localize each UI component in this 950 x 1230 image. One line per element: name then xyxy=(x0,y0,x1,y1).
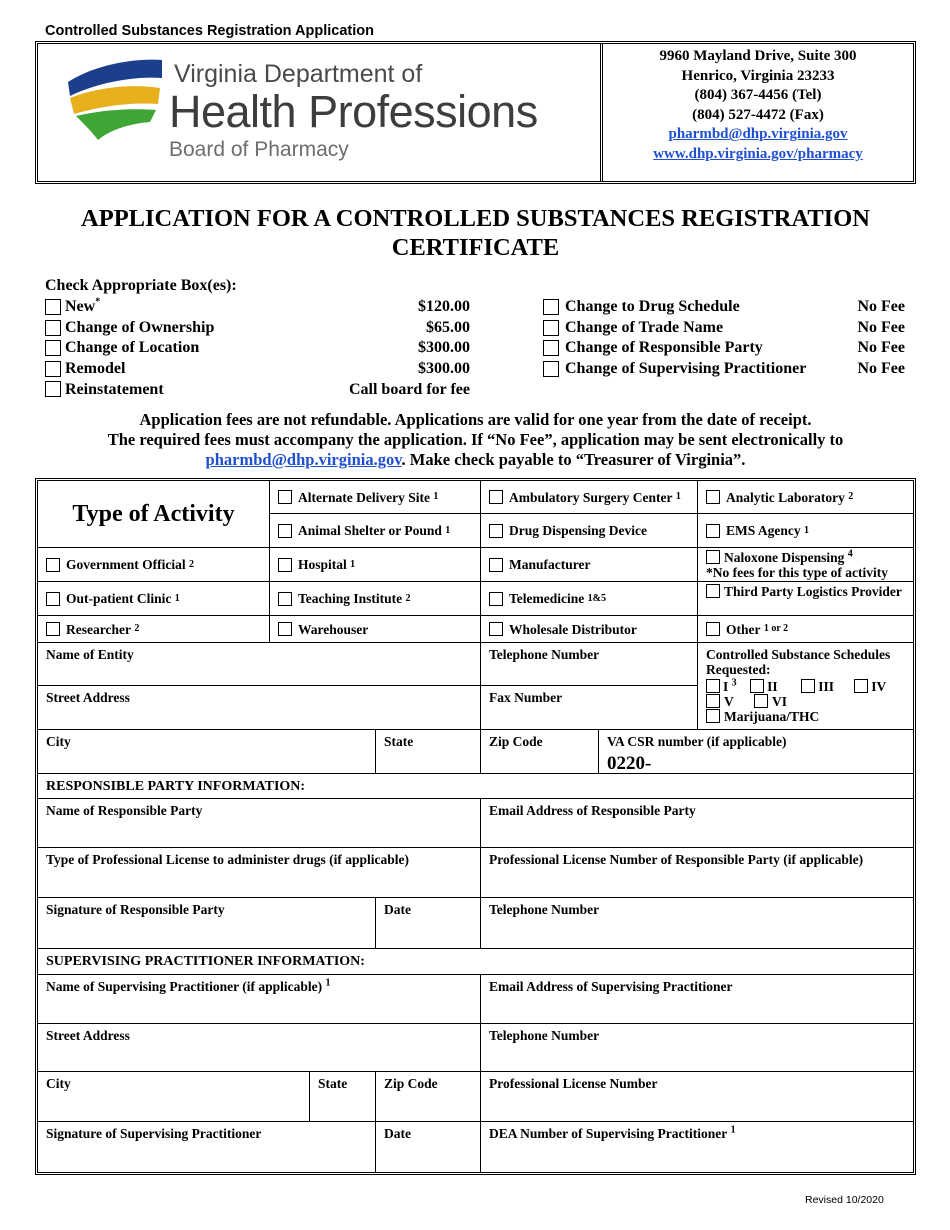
checkbox[interactable] xyxy=(543,320,559,336)
option-row xyxy=(45,297,470,318)
checkbox[interactable] xyxy=(278,524,292,538)
entity-city-field[interactable]: City xyxy=(38,730,376,774)
checkbox[interactable] xyxy=(706,524,720,538)
schedules-requested: Controlled Substance Schedules Requested: I $^3$ II III IV V VI Marijuana/THC xyxy=(698,643,913,730)
activity-naloxone-dispensing[interactable]: Naloxone Dispensing $^4$ *No fees for this type of activity xyxy=(698,548,913,582)
notice-line2: The required fees must accompany the application. If “No Fee”, application may be sent electronically to xyxy=(107,430,844,449)
activity-animal-shelter[interactable]: Animal Shelter or Pound 1 xyxy=(270,514,481,548)
responsible-telephone-field[interactable]: Telephone Number xyxy=(481,898,913,949)
application-form xyxy=(35,478,916,1175)
checkbox[interactable] xyxy=(706,550,720,564)
option-label: Change of Responsible Party xyxy=(565,339,763,357)
option-row xyxy=(45,359,470,380)
title-line2: CERTIFICATE xyxy=(391,234,560,261)
naloxone-note: *No fees for this type of activity xyxy=(706,565,888,580)
option-fee: Call board for fee xyxy=(348,380,470,398)
option-row xyxy=(45,379,470,400)
activity-hospital[interactable]: Hospital 1 xyxy=(270,548,481,582)
activity-teaching-institute[interactable]: Teaching Institute 2 xyxy=(270,582,481,616)
checkbox[interactable] xyxy=(543,299,559,315)
document-header: Controlled Substances Registration Application xyxy=(45,23,374,39)
supervising-date-field[interactable]: Date xyxy=(376,1122,481,1172)
check-instructions: Check Appropriate Box(es): xyxy=(45,277,237,294)
activity-ems-agency[interactable]: EMS Agency 1 xyxy=(698,514,913,548)
activity-other[interactable]: Other 1 or 2 xyxy=(698,616,913,643)
option-fee: No Fee xyxy=(857,318,905,336)
supervising-telephone-field[interactable]: Telephone Number xyxy=(481,1024,913,1072)
dea-number-field[interactable]: DEA Number of Supervising Practitioner $^1$ xyxy=(489,1124,736,1141)
revision-date: Revised 10/2020 xyxy=(805,1194,884,1206)
address-tel: (804) 367-4456 (Tel) xyxy=(694,87,822,104)
activity-third-party-logistics[interactable]: Third Party Logistics Provider xyxy=(698,582,913,616)
logo-line3: Board of Pharmacy xyxy=(169,138,349,161)
schedule-ii-checkbox[interactable] xyxy=(750,679,764,693)
checkbox[interactable] xyxy=(46,592,60,606)
schedule-marijuana-checkbox[interactable] xyxy=(706,709,720,723)
checkbox[interactable] xyxy=(706,622,720,636)
supervising-zip-field[interactable]: Zip Code xyxy=(376,1072,481,1122)
schedules-label: Controlled Substance Schedules Requested: xyxy=(706,647,891,677)
checkbox[interactable] xyxy=(45,340,61,356)
checkbox[interactable] xyxy=(543,361,559,377)
entity-fax-field[interactable]: Fax Number xyxy=(481,686,698,730)
notice-email-link[interactable]: pharmbd@dhp.virginia.gov xyxy=(205,450,402,469)
name-of-entity-field[interactable]: Name of Entity xyxy=(38,643,481,686)
activity-drug-dispensing-device[interactable]: Drug Dispensing Device xyxy=(481,514,698,548)
supervising-email-field[interactable]: Email Address of Supervising Practitioner xyxy=(481,975,913,1024)
option-fee: No Fee xyxy=(857,298,905,316)
option-label: New xyxy=(65,298,96,316)
option-label: Change of Ownership xyxy=(65,318,215,336)
option-label: Change of Supervising Practitioner xyxy=(565,360,807,378)
checkbox[interactable] xyxy=(489,490,503,504)
responsible-date-field[interactable]: Date xyxy=(376,898,481,949)
schedule-iv-checkbox[interactable] xyxy=(854,679,868,693)
option-row xyxy=(45,318,470,339)
checkbox[interactable] xyxy=(543,340,559,356)
supervising-name-field[interactable]: Name of Supervising Practitioner (if applicable) $^1$ xyxy=(38,975,481,1024)
option-row xyxy=(543,338,905,359)
notice-tail: . Make check payable to “Treasurer of Virginia”. xyxy=(401,450,746,469)
responsible-name-field[interactable]: Name of Responsible Party xyxy=(38,799,481,848)
checkbox[interactable] xyxy=(45,381,61,397)
title-line1: APPLICATION FOR A CONTROLLED SUBSTANCES REGISTRATION xyxy=(81,205,870,232)
option-row xyxy=(543,297,905,318)
activity-government-official[interactable]: Government Official 2 xyxy=(38,548,270,582)
page-title xyxy=(35,204,916,262)
fee-options-left xyxy=(45,297,470,400)
responsible-signature-field[interactable]: Signature of Responsible Party xyxy=(38,898,376,949)
entity-state-field[interactable]: State xyxy=(376,730,481,774)
checkbox[interactable] xyxy=(278,558,292,572)
checkbox[interactable] xyxy=(45,361,61,377)
activity-wholesale-distributor[interactable]: Wholesale Distributor xyxy=(481,616,698,643)
logo-area xyxy=(38,44,603,181)
checkbox[interactable] xyxy=(46,558,60,572)
schedule-i-checkbox[interactable] xyxy=(706,679,720,693)
logo-line1: Virginia Department of xyxy=(174,60,423,88)
activity-ambulatory-surgery[interactable]: Ambulatory Surgery Center 1 xyxy=(481,481,698,514)
notice-line1: Application fees are not refundable. Applications are valid for one year from the date of receipt. xyxy=(139,410,812,429)
option-sup: * xyxy=(95,296,101,308)
checkbox[interactable] xyxy=(45,299,61,315)
checkbox[interactable] xyxy=(489,558,503,572)
option-fee: $300.00 xyxy=(418,360,470,378)
activity-outpatient-clinic[interactable]: Out-patient Clinic 1 xyxy=(38,582,270,616)
option-label: Reinstatement xyxy=(65,380,164,398)
license-number-field[interactable]: Professional License Number of Responsible Party (if applicable) xyxy=(481,848,913,898)
address-block xyxy=(603,44,913,181)
license-type-field[interactable]: Type of Professional License to administer drugs (if applicable) xyxy=(38,848,481,898)
schedule-iii-checkbox[interactable] xyxy=(801,679,815,693)
supervising-street-field[interactable]: Street Address xyxy=(38,1024,481,1072)
activity-telemedicine[interactable]: Telemedicine 1&5 xyxy=(481,582,698,616)
address-street: 9960 Mayland Drive, Suite 300 xyxy=(659,48,857,64)
supervising-signature-field[interactable]: Signature of Supervising Practitioner xyxy=(38,1122,376,1172)
option-label: Change to Drug Schedule xyxy=(565,298,740,316)
csr-number-field[interactable]: VA CSR number (if applicable) 0220- xyxy=(599,730,913,774)
supervising-license-field[interactable]: Professional License Number xyxy=(481,1072,913,1122)
checkbox[interactable] xyxy=(489,524,503,538)
activity-analytic-laboratory[interactable]: Analytic Laboratory 2 xyxy=(698,481,913,514)
letterhead xyxy=(35,41,916,184)
checkbox[interactable] xyxy=(278,622,292,636)
activity-warehouser[interactable]: Warehouser xyxy=(270,616,481,643)
checkbox[interactable] xyxy=(706,584,720,598)
csr-prefix: 0220- xyxy=(607,753,652,774)
checkbox[interactable] xyxy=(278,592,292,606)
option-fee: $120.00 xyxy=(418,298,470,316)
checkbox[interactable] xyxy=(489,622,503,636)
option-fee: $65.00 xyxy=(426,318,470,336)
option-fee: $300.00 xyxy=(418,339,470,357)
schedule-vi-checkbox[interactable] xyxy=(754,694,768,708)
website-link[interactable]: www.dhp.virginia.gov/pharmacy xyxy=(653,145,863,162)
address-city: Henrico, Virginia 23233 xyxy=(681,67,835,84)
activity-alternate-delivery[interactable]: Alternate Delivery Site 1 xyxy=(270,481,481,514)
checkbox[interactable] xyxy=(278,490,292,504)
option-fee: No Fee xyxy=(857,360,905,378)
supervising-city-field[interactable]: City xyxy=(38,1072,310,1122)
entity-street-field[interactable]: Street Address xyxy=(38,686,481,730)
address-fax: (804) 527-4472 (Fax) xyxy=(692,106,824,123)
responsible-party-section: RESPONSIBLE PARTY INFORMATION: xyxy=(38,774,913,799)
checkbox[interactable] xyxy=(489,592,503,606)
email-link[interactable]: pharmbd@dhp.virginia.gov xyxy=(668,126,848,143)
responsible-email-field[interactable]: Email Address of Responsible Party xyxy=(481,799,913,848)
checkbox[interactable] xyxy=(45,320,61,336)
option-row xyxy=(543,359,905,380)
schedule-v-checkbox[interactable] xyxy=(706,694,720,708)
option-label: Change of Trade Name xyxy=(565,318,724,336)
entity-telephone-field[interactable]: Telephone Number xyxy=(481,643,698,686)
activity-manufacturer[interactable]: Manufacturer xyxy=(481,548,698,582)
type-of-activity-heading: Type of Activity xyxy=(38,481,270,548)
option-row xyxy=(543,318,905,339)
dhp-logo-icon xyxy=(66,56,170,142)
logo-line2: Health Professions xyxy=(169,86,538,137)
activity-researcher[interactable]: Researcher 2 xyxy=(38,616,270,643)
checkbox[interactable] xyxy=(46,622,60,636)
fee-notice xyxy=(35,410,916,470)
option-label: Change of Location xyxy=(65,339,200,357)
fee-options-right xyxy=(543,297,905,379)
option-fee: No Fee xyxy=(857,339,905,357)
checkbox[interactable] xyxy=(706,490,720,504)
entity-zip-field[interactable]: Zip Code xyxy=(481,730,599,774)
option-row xyxy=(45,338,470,359)
supervising-state-field[interactable]: State xyxy=(310,1072,376,1122)
supervising-practitioner-section: SUPERVISING PRACTITIONER INFORMATION: xyxy=(38,949,913,975)
option-label: Remodel xyxy=(65,360,126,378)
